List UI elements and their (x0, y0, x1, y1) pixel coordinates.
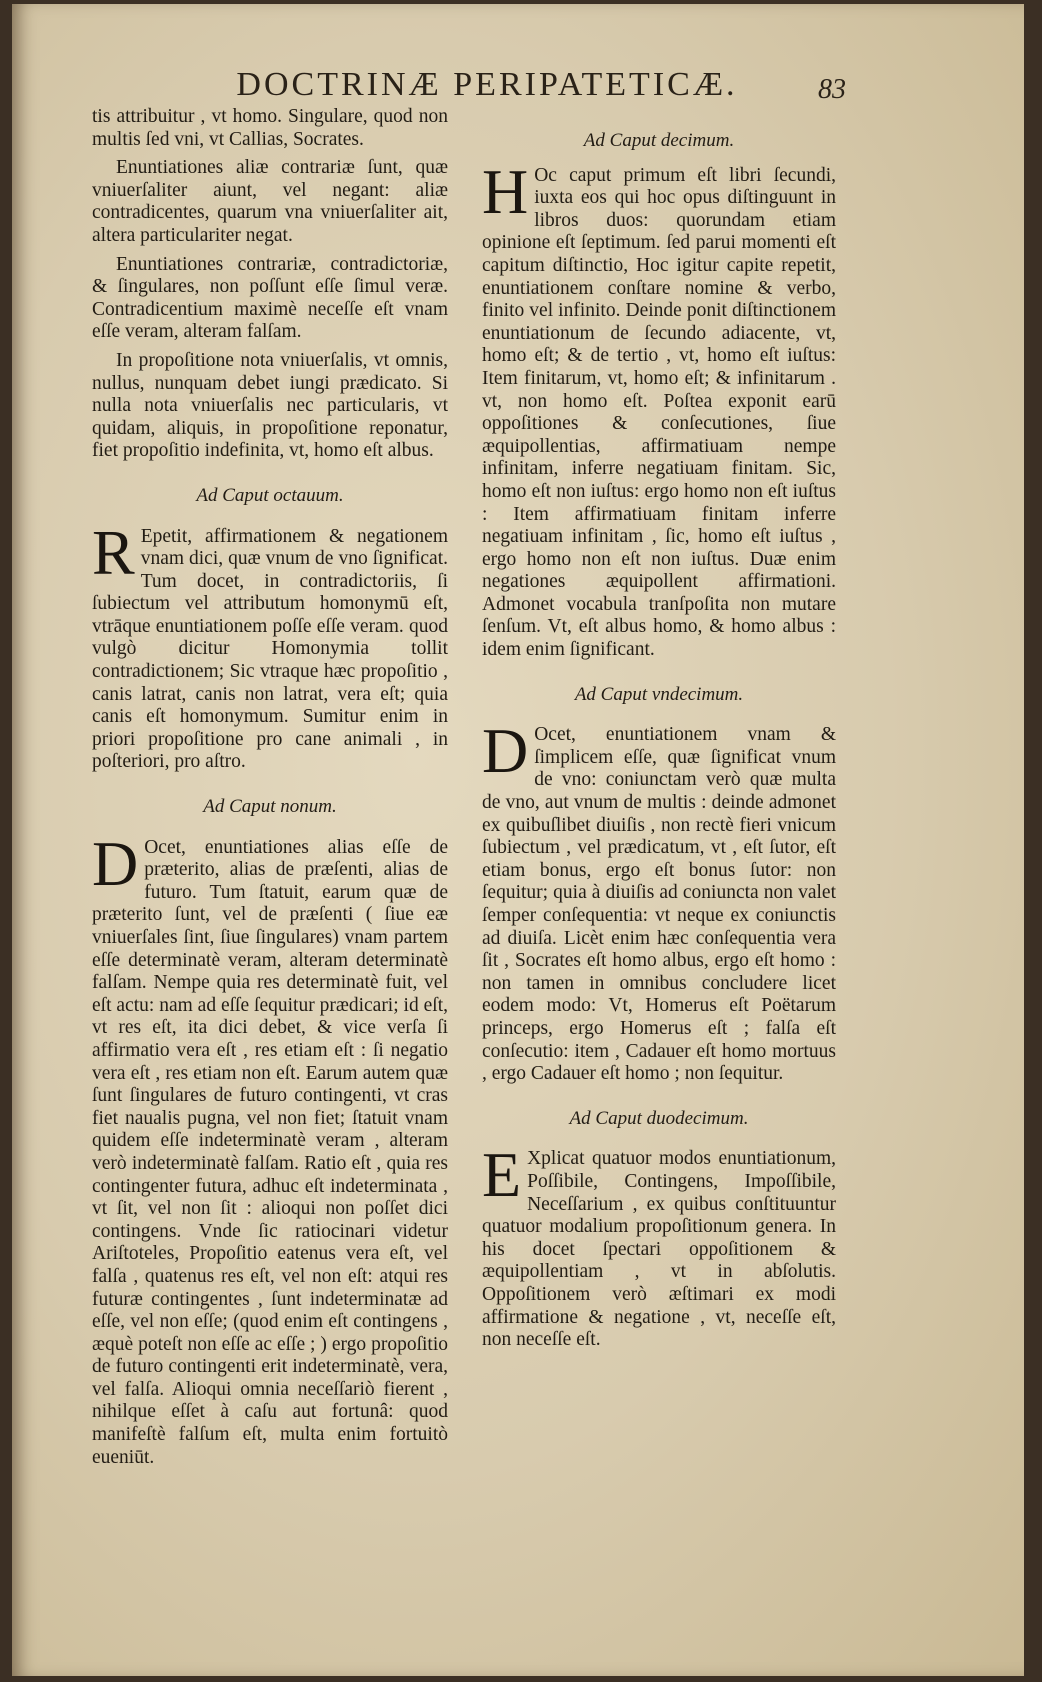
left-column (92, 106, 448, 1475)
chapter-11-text (482, 724, 836, 1086)
paragraph-body: Epetit, affirmationem & negationem vnam dici, quæ vnum de vno ſignificat. Tum docet, in contradictoriis, ſi ſubiectum vel attributum homonymū eſt, vtrāque enuntiationem poſſe eſſe veram. quod vulgò dicitur Homonymia tollit contradictionem; Sic vtraque hæc propoſitio , canis latrat, canis non latrat, vera eſt; quia canis eſt homonymum. Sumitur enim in priori propoſitione pro cane animali , in poſteriori, pro aſtro. (92, 525, 448, 773)
drop-cap: D (482, 724, 529, 787)
paragraph: Enuntiationes contrariæ, contradictoriæ, & ſingulares, non poſſunt eſſe ſimul veræ. Contradicentium maximè neceſſe eſt vnam eſſe veram, alteram falſam. (92, 253, 448, 343)
page-number: 83 (818, 74, 846, 105)
chapter-heading-12: Ad Caput duodecimum. (569, 1107, 749, 1129)
running-head: DOCTRINÆ PERIPATETICÆ. (236, 66, 738, 103)
chapter-10-text (482, 165, 836, 662)
paragraph-body: Ocet, enuntiationes alias eſſe de præterito, alias de præſenti, alias de futuro. Tum ſtatuit, earum quæ de præterito ſunt, vel de præſenti ( ſiue eæ vniuerſales ſint, ſiue ſingulares) vnam partem eſſe determinatè veram, alteram determinatè falſam. Nempe quia res determinatè fuit, vel eſt actu: nam ad eſſe ſequitur prædicari; id eſt, vt res eſt, ita dici debet, & vice verſa ſi affirmatio vera eſt , res etiam eſt : ſi negatio vera eſt , res etiam non eſt. Earum autem quæ ſunt ſingulares de futuro contingenti, vt cras fiet naualis pugna, vel non fiet; ſtatuit vnam quidem eſſe indeterminatè veram , alteram verò indeterminatè falſam. Ratio eſt , quia res contingenter futura, adhuc eſt indeterminata , vt ſit, vel non ſit : alioqui non poſſet dici contingens. Vnde ſic ratiocinari videtur Ariſtoteles, Propoſitio eatenus vera eſt, vel falſa , quatenus res eſt, vel non eſt: atqui res futuræ contingentes , ſunt indeterminatæ ad eſſe, vel non eſſe; (quod enim eſt contingens , æquè poteſt non eſſe ac eſſe ; ) ergo propoſitio de futuro contingenti erit indeterminatè, vera, vel falſa. Alioqui omnia neceſſariò fierent , nihilque eſſet à caſu aut fortunâ: quod manifeſtè falſum eſt, multa enim fortuitò eueniūt. (92, 836, 448, 1468)
chapter-heading-11: Ad Caput vndecimum. (574, 683, 744, 705)
drop-cap: H (482, 164, 529, 227)
drop-cap: R (92, 525, 135, 588)
paragraph: In propoſitione nota vniuerſalis, vt omnis, nullus, nunquam debet iungi prædicato. Si nulla nota vniuerſalis nec particularis, vt quidam, aliquis, in propoſitione reponatur, fiet propoſitio indefinita, vt, homo eſt albus. (92, 349, 448, 462)
chapter-heading-8: Ad Caput octauum. (196, 484, 344, 506)
chapter-heading-9: Ad Caput nonum. (203, 796, 337, 818)
paragraph-body: Xplicat quatuor modos enuntiationum, Poſſibile, Contingens, Impoſſibile, Neceſſarium , ex quibus conſtituuntur quatuor modalium propoſitionum genera. In his docet ſpectari oppoſitionem & æquipollentiam , vt in abſolutis. Oppoſitionem verò æſtimari ex modi affirmatione & negatione , vt, neceſſe eſt, non neceſſe eſt. (482, 1148, 836, 1351)
right-column (482, 130, 836, 1358)
paragraph-body: Ocet, enuntiationem vnam & ſimplicem eſſe, quæ ſignificat vnum de vno: coniunctam verò quæ multa de vno, aut vnum de multis : deinde admonet ex quibuſlibet diuiſis , non rectè fieri vnicum ſubiectum , vel prædicatum, vt , eſt ſutor, eſt etiam bonus, ergo eſt bonus ſutor: non ſequitur; quia à diuiſis ad coniuncta non valet ſemper conſequentia: vt neque ex coniunctis ad diuiſa. Licèt enim hæc conſequentia vera ſit , Socrates eſt homo albus, ergo eſt homo : non tamen in omnibus concludere licet eodem modo: Vt, Homerus eſt Poëtarum princeps, ergo Homerus eſt ; falſa eſt conſecutio: item , Cadauer eſt homo mortuus , ergo Cadauer eſt homo ; non ſequitur. (482, 724, 836, 1085)
paragraph-body: Oc caput primum eſt libri ſecundi, iuxta eos qui hoc opus diſtinguunt in libros duos: quorundam etiam opinione eſt ſeptimum. ſed parui momenti eſt capitum diſtinctio, Hoc igitur capite repetit, enuntiationem conſtare nomine & verbo, finito vel infinito. Deinde ponit diſtinctionem enuntiationum de ſecundo adiacente, vt, homo eſt; & de tertio , vt, homo eſt iuſtus: Item finitarum, vt, homo eſt; & infinitarum . vt, non homo eſt. Poſtea exponit earū oppoſitiones & conſecutiones, ſiue æquipollentias, affirmatiuam nempe infinitam, inferre negatiuam finitam. Sic, homo eſt non iuſtus: ergo homo non eſt iuſtus : Item affirmatiuam finitam inferre negatiuam infinitam , ſic, homo eſt iuſtus , ergo homo non eſt non iuſtus. Duæ enim negationes æquipollent affirmationi. Admonet vocabula tranſpoſita non mutare ſenſum. Vt, eſt albus homo, & homo albus : idem enim ſignificant. (482, 164, 836, 661)
paragraph: Enuntiationes aliæ contrariæ ſunt, quæ vniuerſaliter aiunt, vel negant: aliæ contradicentes, quarum vna vniuerſaliter ait, altera particulariter negat. (92, 157, 448, 246)
paragraph: tis attribuitur , vt homo. Singulare, quod non multis ſed vni, vt Callias, Socrates. (92, 106, 448, 150)
chapter-heading-10: Ad Caput decimum. (583, 130, 735, 151)
chapter-12-text (482, 1148, 836, 1351)
drop-cap: E (482, 1148, 522, 1211)
chapter-9-text (92, 837, 448, 1470)
drop-cap: D (92, 836, 139, 899)
chapter-8-text (92, 526, 448, 775)
book-page (12, 4, 1024, 1676)
